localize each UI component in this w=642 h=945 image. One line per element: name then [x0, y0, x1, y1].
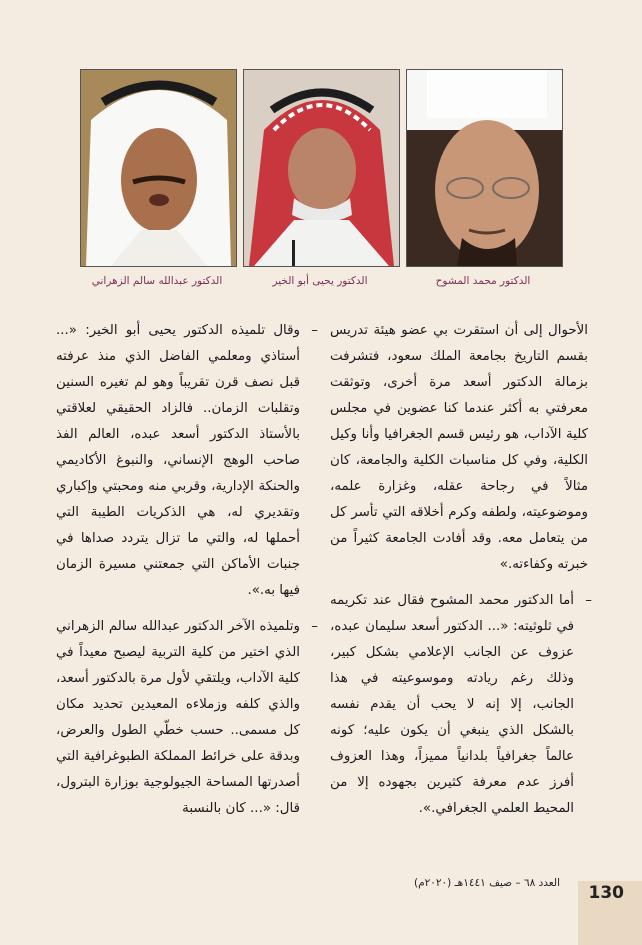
portrait-image [244, 70, 399, 266]
portrait-image [81, 70, 236, 266]
photo-yahya-abu-alkhair [243, 69, 400, 267]
photo-abdullah-alzahrani [80, 69, 237, 267]
issue-info: العدد ٦٨ – صيف ١٤٤١هـ (٢٠٢٠م) [413, 877, 560, 889]
article-column-right [330, 318, 588, 832]
article-paragraph: – أما الدكتور محمد المشوح فقال عند تكريمه في ثلوثيته: «... الدكتور أسعد سليمان عبده، عزوف عن الجانب الإعلامي بشكل كبير، وذلك رغم ريادته وموسوعيته في هذا الجانب، إلا إنه لا يحب أن يقدم نفسه بالشكل الذي ينبغي أن يكون عليه؛ كونه عالماً جغرافياً بلدانياً مميزاً، وهذا العزوف أفرز عدم معرفة كثيرين بجهوده إلا من المحيط العلمي الجغرافي.». [330, 588, 588, 822]
photo-caption: الدكتور عبدالله سالم الزهراني [91, 275, 223, 287]
portrait-image [407, 70, 562, 266]
photo-caption: الدكتور محمد المشوح [435, 275, 531, 287]
article-paragraph: – وقال تلميذه الدكتور يحيى أبو الخير: «... أستاذي ومعلمي الفاضل الذي منذ عرفته قبل نصف قرن تقريباً وهو لم تغيره السنين وتقلبات الزمان.. فالزاد الحقيقي لعلاقتي بالأستاذ الدكتور أسعد عبده، العالم الفذ صاحب الوهج الإنساني، والنبوغ الأكاديمي والحنكة الإدارية، وقربي منه ومحبتي وإكباري وتقديري له، هي الذكريات الطيبة التي أحملها له، والتي ما تزال يتردد صداها في جنبات الأماكن التي جمعتني مسيرة الزمان فيها به.». [56, 318, 314, 604]
article-paragraph: – وتلميذه الآخر الدكتور عبدالله سالم الزهراني الذي اختير من كلية التربية ليصبح معيداً في كلية الآداب، ويلتقي لأول مرة بالدكتور أسعد، والذي كلفه وزملاءه المعيدين تحديد مكان كل مسمى.. حسب خطّي الطول والعرض، وبدقة على خرائط المملكة الطبوغرافية التي أصدرتها المساحة الجيولوجية بوزارة البترول، قال: «... كان بالنسبة [56, 614, 314, 822]
article-column-left [56, 318, 314, 832]
page-number: 130 [588, 883, 624, 903]
photo-caption: الدكتور يحيى أبو الخير [272, 275, 368, 287]
photo-mohammed-almushawwah [406, 69, 563, 267]
article-paragraph: الأحوال إلى أن استقرت بي عضو هيئة تدريس بقسم التاريخ بجامعة الملك سعود، فتشرفت بزمالة الدكتور أسعد مرة أخرى، وتوثقت معرفتي به أكثر عندما كنا عضوين في مجلس كلية الآداب، هو رئيس قسم الجغرافيا وأنا وكيل الكلية، وفي كل مناسبات الكلية والجامعة، كان مثالاً في رجاحة عقله، وغزارة علمه، وموضوعيته، ولطفه وكرم أخلاقه التي تأسر كل من يتعامل معه. وقد أفادت الجامعة كثيراً من خبرته وكفاءته.» [330, 323, 588, 572]
